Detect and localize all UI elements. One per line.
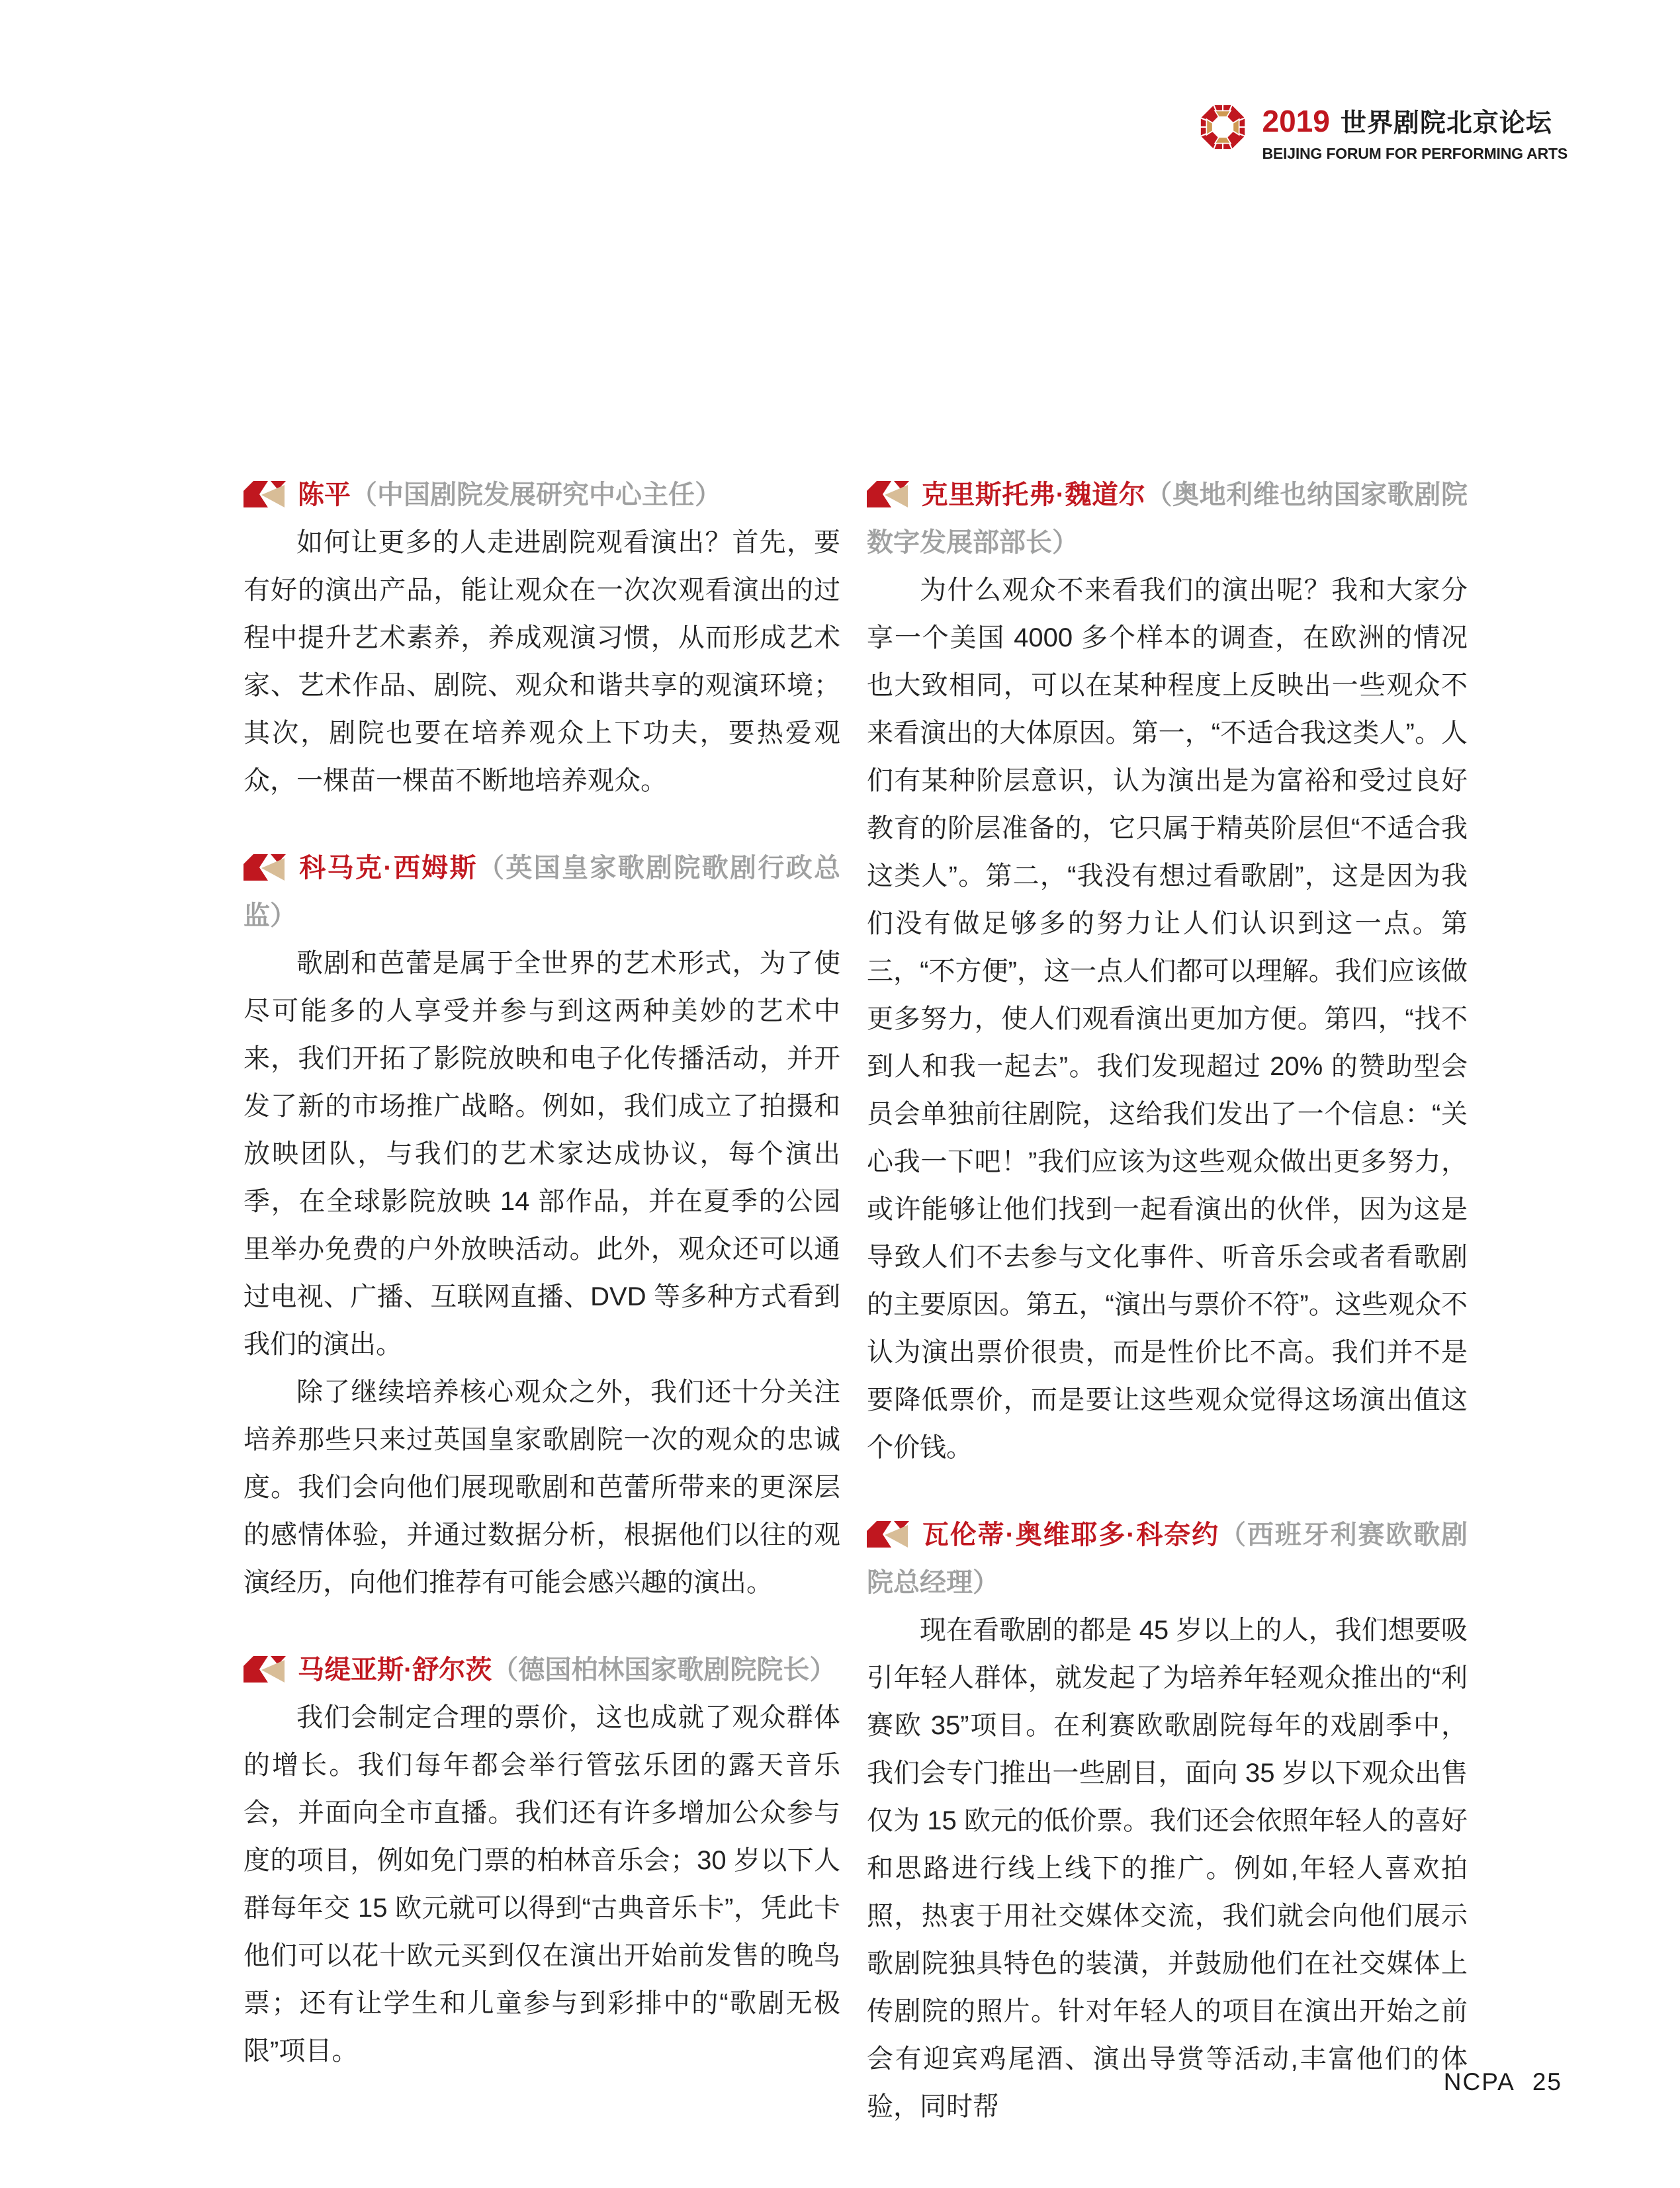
- section-matthias-schulz: [243, 1646, 840, 2075]
- folio-page-number: 25: [1532, 2068, 1562, 2095]
- speaker-heading: [243, 844, 840, 940]
- speaker-name: 瓦伦蒂·奥维耶多·科奈约: [921, 1520, 1220, 1550]
- speech-paragraph: 除了继续培养核心观众之外，我们还十分关注培养那些只来过英国皇家歌剧院一次的观众的忠诚度。我们会向他们展现歌剧和芭蕾所带来的更深层的感情体验，并通过数据分析，根据他们以往的观演经历，向他们推荐有可能会感兴趣的演出。: [243, 1378, 840, 1597]
- speech-paragraph: 如何让更多的人走进剧院观看演出？首先，要有好的演出产品，能让观众在一次次观看演出的过程中提升艺术素养，养成观演习惯，从而形成艺术家、艺术作品、剧院、观众和谐共享的观演环境；其次，剧院也要在培养观众上下功夫，要热爱观众，一棵苗一棵苗不断地培养观众。: [243, 528, 840, 795]
- forum-brand-header: [1200, 105, 1568, 163]
- page-folio: [1444, 2068, 1562, 2096]
- forum-brand-text: [1262, 105, 1568, 163]
- forum-year: 2019: [1262, 104, 1330, 138]
- speaker-name: 马缇亚斯·舒尔茨: [298, 1655, 492, 1685]
- gem-bullet-icon: [243, 481, 286, 507]
- speaker-affiliation: （中国剧院发展研究中心主任）: [351, 480, 721, 509]
- section-valenti-oviedo-cornejo: [867, 1511, 1468, 2130]
- speaker-heading: [867, 471, 1468, 566]
- folio-label: NCPA: [1443, 2068, 1515, 2095]
- speaker-heading: [867, 1511, 1468, 1606]
- gem-bullet-icon: [867, 481, 909, 507]
- speech-paragraph: 我们会制定合理的票价，这也成就了观众群体的增长。我们每年都会举行管弦乐团的露天音乐会，并面向全市直播。我们还有许多增加公众参与度的项目，例如免门票的柏林音乐会；30 岁以下人群每年交 15 欧元就可以得到“古典音乐卡”，凭此卡他们可以花十欧元买到仅在演出开始前发售的晚鸟票；还有让学生和儿童参与到彩排中的“歌剧无极限”项目。: [243, 1703, 840, 2066]
- speech-paragraph: 为什么观众不来看我们的演出呢？我和大家分享一个美国 4000 多个样本的调查，在欧洲的情况也大致相同，可以在某种程度上反映出一些观众不来看演出的大体原因。第一，“不适合我这类人”。人们有某种阶层意识，认为演出是为富裕和受过良好教育的阶层准备的，它只属于精英阶层但“不适合我这类人”。第二，“我没有想过看歌剧”，这是因为我们没有做足够多的努力让人们认识到这一点。第三，“不方便”，这一点人们都可以理解。我们应该做更多努力，使人们观看演出更加方便。第四，“找不到人和我一起去”。我们发现超过 20% 的赞助型会员会单独前往剧院，这给我们发出了一个信息：“关心我一下吧！”我们应该为这些观众做出更多努力，或许能够让他们找到一起看演出的伙伴，因为这是导致人们不去参与文化事件、听音乐会或者看歌剧的主要原因。第五，“演出与票价不符”。这些观众不认为演出票价很贵，而是性价比不高。我们并不是要降低票价，而是要让这些观众觉得这场演出值这个价钱。: [867, 576, 1468, 1462]
- speaker-name: 科马克·西姆斯: [298, 853, 478, 883]
- forum-title-cn: 世界剧院北京论坛: [1340, 109, 1552, 138]
- speech-paragraph: 歌剧和芭蕾是属于全世界的艺术形式，为了使尽可能多的人享受并参与到这两种美妙的艺术中来，我们开拓了影院放映和电子化传播活动，并开发了新的市场推广战略。例如，我们成立了拍摄和放映团队，与我们的艺术家达成协议，每个演出季，在全球影院放映 14 部作品，并在夏季的公园里举办免费的户外放映活动。此外，观众还可以通过电视、广播、互联网直播、DVD 等多种方式看到我们的演出。: [243, 949, 840, 1359]
- section-cormac-simms: [243, 844, 840, 1606]
- speaker-affiliation: （奥地利维也纳国家歌剧院数字发展部部长）: [867, 480, 1468, 557]
- gem-bullet-icon: [243, 1656, 286, 1683]
- left-column: [243, 471, 840, 2075]
- speaker-name: 克里斯托弗·魏道尔: [921, 480, 1146, 509]
- gem-bullet-icon: [243, 854, 286, 881]
- section-christopher-widauer: [867, 471, 1468, 1471]
- section-chen-ping: [243, 471, 840, 805]
- speaker-heading: [243, 471, 840, 519]
- forum-subtitle-en: BEIJING FORUM FOR PERFORMING ARTS: [1262, 144, 1568, 162]
- speech-paragraph: 现在看歌剧的都是 45 岁以上的人，我们想要吸引年轻人群体，就发起了为培养年轻观众推出的“利赛欧 35”项目。在利赛欧歌剧院每年的戏剧季中，我们会专门推出一些剧目，面向 35 岁以下观众出售仅为 15 欧元的低价票。我们还会依照年轻人的喜好和思路进行线上线下的推广。例如,年轻人喜欢拍照，热衷于用社交媒体交流，我们就会向他们展示歌剧院独具特色的装潢，并鼓励他们在社交媒体上传剧院的照片。针对年轻人的项目在演出开始之前会有迎宾鸡尾酒、演出导赏等活动,丰富他们的体验，同时帮: [867, 1616, 1468, 2121]
- speaker-heading: [243, 1646, 840, 1694]
- forum-title-row: [1262, 105, 1568, 140]
- speaker-name: 陈平: [298, 480, 351, 509]
- speaker-affiliation: （西班牙利赛欧歌剧院总经理）: [867, 1520, 1468, 1597]
- speaker-affiliation: （德国柏林国家歌剧院院长）: [492, 1655, 836, 1685]
- right-column: [867, 471, 1468, 2130]
- speaker-affiliation: （英国皇家歌剧院歌剧行政总监）: [243, 853, 841, 930]
- octagon-gem-logo-icon: [1200, 105, 1245, 156]
- gem-bullet-icon: [867, 1521, 909, 1548]
